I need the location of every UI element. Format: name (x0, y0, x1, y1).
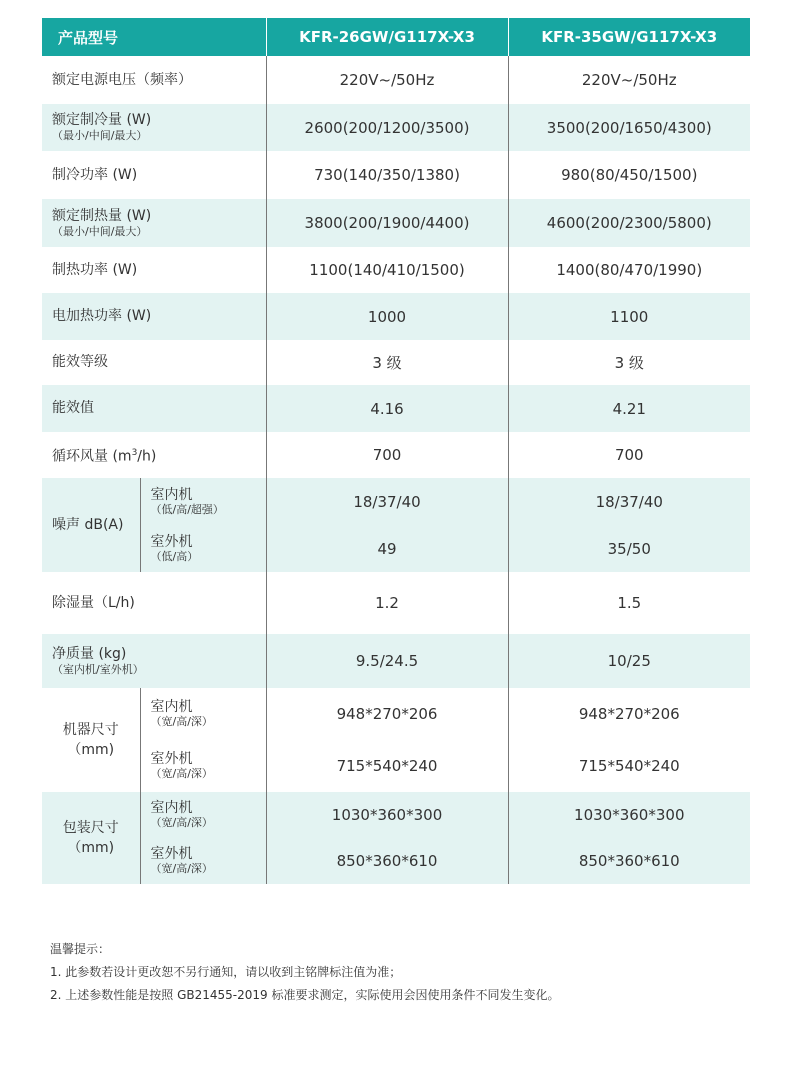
dehumid-b: 1.5 (508, 572, 750, 634)
noise-indoor-sublabel: （低/高/超强） (150, 502, 224, 516)
package-label-cell (42, 792, 140, 884)
dehumid-a: 1.2 (266, 572, 508, 634)
heating-a: 3800(200/1900/4400) (266, 199, 508, 247)
package-indoor-b: 1030*360*300 (508, 792, 750, 838)
dimensions-outdoor-a: 715*540*240 (266, 740, 508, 792)
noise-outdoor-sublabel: （低/高） (150, 549, 199, 563)
row-weight (42, 634, 750, 688)
cool-power-a: 730(140/350/1380) (266, 151, 508, 199)
noise-indoor-label: 室内机 (150, 486, 193, 503)
row-package-outdoor (42, 838, 750, 884)
dimensions-unit: （mm) (67, 742, 115, 758)
notes-line-1: 1. 此参数若设计更改恕不另行通知，请以收到主铭牌标注值为准； (50, 965, 402, 979)
weight-b: 10/25 (508, 634, 750, 688)
package-unit: （mm) (67, 840, 115, 856)
dimensions-label-cell (42, 688, 140, 792)
model-header-label: 产品型号 (42, 18, 266, 56)
noise-label: 噪声 dB(A) (42, 478, 140, 572)
row-cooling (42, 104, 750, 151)
voltage-a: 220V~/50Hz (266, 56, 508, 104)
noise-outdoor-b: 35/50 (508, 525, 750, 572)
weight-label: 净质量 (kg) (52, 645, 127, 662)
dimensions-outdoor-b: 715*540*240 (508, 740, 750, 792)
efficiency-value-label: 能效值 (52, 400, 94, 416)
dimensions-indoor-b: 948*270*206 (508, 688, 750, 740)
noise-outdoor-a: 49 (266, 525, 508, 572)
elec-heat-b: 1100 (508, 293, 750, 340)
dimensions-indoor-label: 室内机 (150, 699, 193, 715)
model-a-header: KFR-26GW/G117X-X3 (266, 18, 508, 56)
cooling-b: 3500(200/1650/4300) (508, 104, 750, 151)
package-indoor-label: 室内机 (150, 800, 193, 816)
row-voltage (42, 56, 750, 104)
package-outdoor-label: 室外机 (150, 846, 193, 862)
dimensions-outdoor-label: 室外机 (150, 751, 193, 767)
row-cool-power (42, 151, 750, 199)
row-airflow (42, 432, 750, 478)
notes-title: 温馨提示： (50, 942, 111, 956)
row-heating (42, 199, 750, 247)
dimensions-label: 机器尺寸 (62, 722, 119, 738)
header-row (42, 18, 750, 56)
model-b-header: KFR-35GW/G117X-X3 (508, 18, 750, 56)
efficiency-grade-a: 3 级 (266, 340, 508, 385)
row-efficiency-grade (42, 340, 750, 385)
row-dehumid (42, 572, 750, 634)
row-noise-outdoor (42, 525, 750, 572)
cool-power-b: 980(80/450/1500) (508, 151, 750, 199)
voltage-b: 220V~/50Hz (508, 56, 750, 104)
airflow-b: 700 (508, 432, 750, 478)
efficiency-grade-label: 能效等级 (52, 354, 108, 370)
elec-heat-label: 电加热功率 (W) (52, 308, 152, 324)
dehumid-label: 除湿量（L/h) (52, 594, 135, 611)
spec-table (42, 18, 750, 884)
row-noise-indoor (42, 478, 750, 525)
dimensions-indoor-a: 948*270*206 (266, 688, 508, 740)
dimensions-outdoor-sublabel: （宽/高/深） (150, 767, 213, 780)
efficiency-value-a: 4.16 (266, 385, 508, 432)
heating-b: 4600(200/2300/5800) (508, 199, 750, 247)
package-outdoor-sublabel: （宽/高/深） (150, 862, 213, 875)
package-indoor-a: 1030*360*300 (266, 792, 508, 838)
cooling-a: 2600(200/1200/3500) (266, 104, 508, 151)
noise-outdoor-label: 室外机 (150, 533, 193, 550)
package-indoor-sublabel: （宽/高/深） (150, 816, 213, 829)
elec-heat-a: 1000 (266, 293, 508, 340)
cool-power-label: 制冷功率 (W) (52, 166, 138, 183)
efficiency-value-b: 4.21 (508, 385, 750, 432)
notes (50, 938, 750, 1007)
airflow-a: 700 (266, 432, 508, 478)
package-outdoor-a: 850*360*610 (266, 838, 508, 884)
row-dimensions-indoor (42, 688, 750, 740)
cooling-sublabel: （最小/中间/最大） (52, 129, 148, 142)
airflow-label: 循环风量 $(m^3/h)$ (42, 432, 266, 478)
row-elec-heat (42, 293, 750, 340)
weight-a: 9.5/24.5 (266, 634, 508, 688)
heat-power-a: 1100(140/410/1500) (266, 247, 508, 293)
row-efficiency-value (42, 385, 750, 432)
weight-sublabel: （室内机/室外机） (52, 662, 144, 676)
row-heat-power (42, 247, 750, 293)
row-dimensions-outdoor (42, 740, 750, 792)
heat-power-b: 1400(80/470/1990) (508, 247, 750, 293)
heating-label: 额定制热量 (W) (52, 207, 152, 224)
notes-line-2: 2. 上述参数性能是按照 GB21455-2019 标准要求测定，实际使用会因使用条件不同发生变化。 (50, 988, 560, 1002)
noise-indoor-b: 18/37/40 (508, 478, 750, 525)
noise-indoor-a: 18/37/40 (266, 478, 508, 525)
voltage-label: 额定电源电压（频率） (52, 71, 192, 88)
cooling-label: 额定制冷量 (W) (52, 112, 152, 128)
efficiency-grade-b: 3 级 (508, 340, 750, 385)
dimensions-indoor-sublabel: （宽/高/深） (150, 715, 213, 728)
row-package-indoor (42, 792, 750, 838)
package-label: 包装尺寸 (62, 820, 119, 836)
heat-power-label: 制热功率 (W) (52, 261, 138, 278)
package-outdoor-b: 850*360*610 (508, 838, 750, 884)
heating-sublabel: （最小/中间/最大） (52, 224, 148, 238)
